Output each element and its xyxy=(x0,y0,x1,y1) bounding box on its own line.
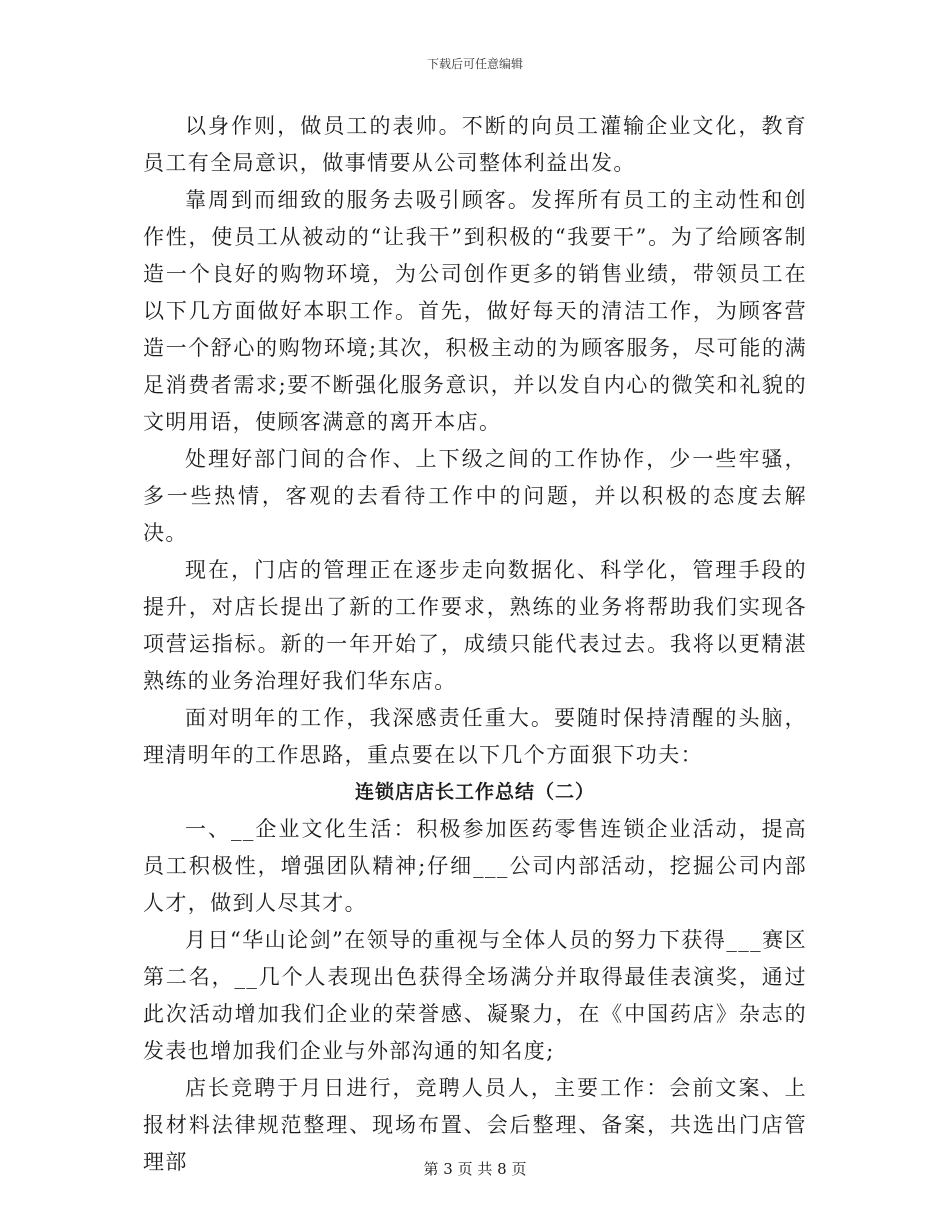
section-title: 连锁店店长工作总结（二） xyxy=(354,781,595,803)
body-paragraph: 一、__企业文化生活：积极参加医药零售连锁企业活动，提高员工积极性，增强团队精神;仔细___公司内部活动，挖掘公司内部人才，做到人尽其才。 xyxy=(143,817,807,915)
body-paragraph: 靠周到而细致的服务去吸引顾客。发挥所有员工的主动性和创作性，使员工从被动的“让我干”到积极的“我要干”。为了给顾客制造一个良好的购物环境，为公司创作更多的销售业绩，带领员工在以下几方面做好本职工作。首先，做好每天的清洁工作，为顾客营造一个舒心的购物环境;其次，积极主动的为顾客服务，尽可能的满足消费者需求;要不断强化服务意识，并以发自内心的微笑和礼貌的文明用语，使顾客满意的离开本店。 xyxy=(143,188,807,434)
body-paragraph: 处理好部门间的合作、上下级之间的工作协作，少一些牢骚，多一些热情，客观的去看待工作中的问题，并以积极的态度去解决。 xyxy=(143,447,807,545)
page-number: 第 3 页 共 8 页 xyxy=(423,1160,527,1178)
body-paragraph: 现在，门店的管理正在逐步走向数据化、科学化，管理手段的提升，对店长提出了新的工作要求，熟练的业务将帮助我们实现各项营运指标。新的一年开始了，成绩只能代表过去。我将以更精湛熟练的业务治理好我们华东店。 xyxy=(143,558,807,693)
body-paragraph: 月日“华山论剑”在领导的重视与全体人员的努力下获得___赛区第二名，__几个人表现出色获得全场满分并取得最佳表演奖，通过此次活动增加我们企业的荣誉感、凝聚力，在《中国药店》杂志的发表也增加我们企业与外部沟通的知名度; xyxy=(143,928,807,1063)
page-header-note: 下载后可任意编辑 xyxy=(426,57,523,71)
document-body xyxy=(143,108,807,1181)
body-paragraph: 店长竞聘于月日进行，竞聘人员人，主要工作：会前文案、上报材料法律规范整理、现场布置、会后整理、备案，共选出门店管理部 xyxy=(143,1076,807,1174)
body-paragraph: 面对明年的工作，我深感责任重大。要随时保持清醒的头脑，理清明年的工作思路，重点要在以下几个方面狠下功夫： xyxy=(143,706,807,767)
body-paragraph: 以身作则，做员工的表帅。不断的向员工灌输企业文化，教育员工有全局意识，做事情要从公司整体利益出发。 xyxy=(143,114,807,175)
